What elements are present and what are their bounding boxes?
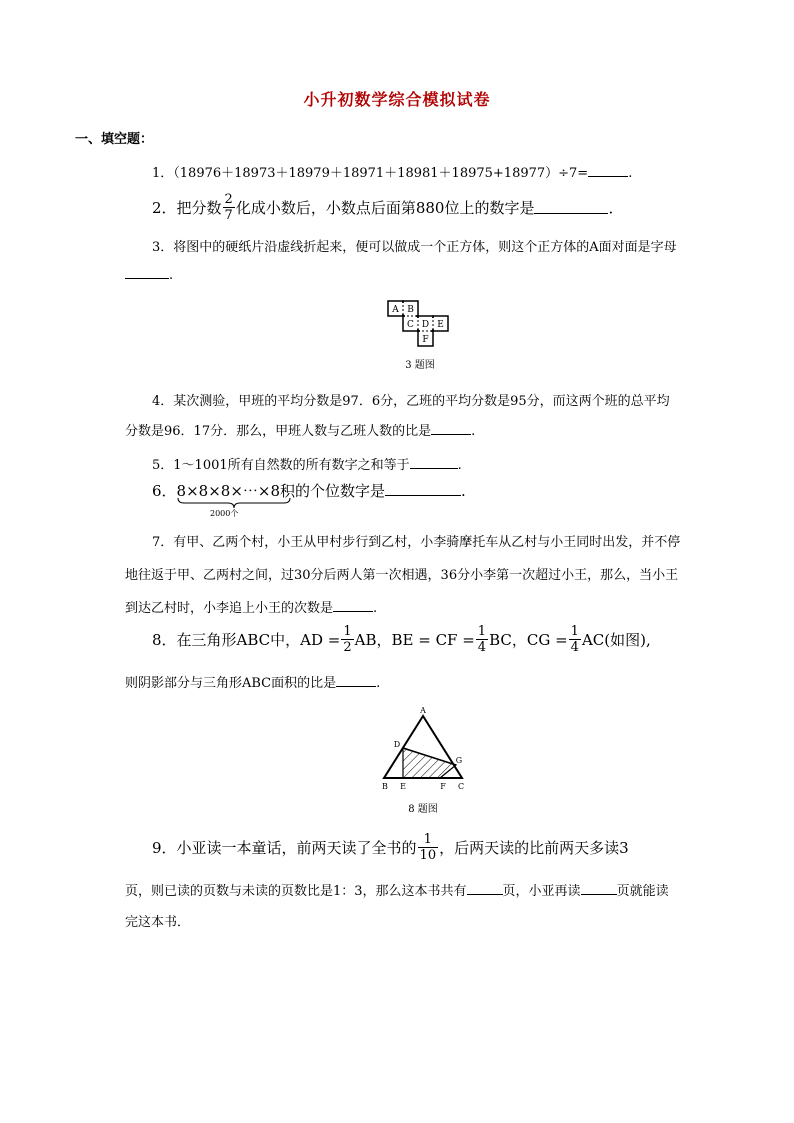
net-label-b: B (407, 305, 414, 315)
q2-numerator: 2 (224, 192, 233, 207)
figure-3-caption: 3 题图 (405, 360, 435, 371)
point-label-c: C (457, 782, 465, 791)
q8-line-2-text: 则阴影部分与三角形ABC面积的比是 (125, 676, 337, 691)
question-4-line-2 (125, 420, 475, 439)
q7-end: . (373, 601, 378, 616)
q4-answer-blank[interactable] (431, 422, 471, 435)
q9-line-2c: 页就能读 (616, 884, 669, 899)
q8-f2-numerator: 1 (477, 624, 487, 639)
triangle-figure (376, 703, 470, 795)
point-label-e: E (400, 782, 406, 791)
question-3-line-2 (125, 266, 173, 283)
question-7-line-1: 7．有甲、乙两个村，小王从甲村步行到乙村，小李骑摩托车从乙村与小王同时出发，并不停 (152, 535, 681, 550)
q8-f3-denominator: 4 (570, 640, 579, 655)
net-label-d: D (421, 320, 430, 330)
question-8-line-1 (152, 624, 651, 655)
page-title: 小升初数学综合模拟试卷 (303, 90, 491, 109)
q8-fraction-3 (569, 624, 581, 655)
q8-end: . (376, 676, 381, 691)
q9-prefix: 9．小亚读一本童话，前两天读了全书的 (152, 839, 417, 857)
point-label-d: D (393, 740, 401, 749)
question-9-line-1 (152, 832, 629, 863)
q9-line-2a: 页，则已读的页数与未读的页数比是1：3，那么这本书共有 (125, 884, 467, 899)
q6-prefix: 6． (152, 482, 177, 500)
question-2 (152, 192, 623, 223)
question-4-line-1: 4．某次测验，甲班的平均分数是97．6分，乙班的平均分数是95分，而这两个班的总平均 (152, 394, 670, 409)
q9-line-2b: 页，小亚再读 (502, 884, 581, 899)
point-label-g: G (455, 756, 463, 765)
section-heading: 一、填空题： (75, 132, 154, 147)
net-label-a: A (392, 305, 399, 315)
q1-answer-blank[interactable] (588, 164, 628, 177)
q2-fraction (223, 192, 235, 223)
q8-f1-numerator: 1 (343, 624, 352, 639)
q8-f3-numerator: 1 (570, 624, 579, 639)
cube-net-figure (385, 298, 455, 350)
q5-answer-blank[interactable] (410, 456, 458, 469)
q6-answer-blank[interactable] (385, 483, 461, 496)
q2-suffix: 化成小数后，小数点后面第880位上的数字是 (235, 199, 535, 217)
q8-mid-2: BC，CG = (489, 631, 568, 649)
q8-fraction-1 (341, 624, 353, 655)
q1-text: 1．（18976＋18973＋18979＋18971＋18981＋18975+18977）÷7= (152, 166, 589, 181)
q1-end: . (628, 166, 633, 181)
q8-f2-denominator: 4 (477, 640, 487, 655)
net-label-e: E (437, 320, 444, 330)
q5-end: . (457, 458, 462, 473)
q6-brace-label: 2000个 (210, 509, 239, 518)
question-3-line-1: 3．将图中的硬纸片沿虚线折起来，便可以做成一个正方体，则这个正方体的A面对面是字母 (152, 240, 677, 255)
point-label-b: B (382, 782, 388, 791)
question-1 (152, 162, 632, 181)
question-9-line-2 (125, 880, 669, 899)
q4-line-2-text: 分数是96．17分．那么，甲班人数与乙班人数的比是 (125, 424, 432, 439)
q9-denominator: 10 (419, 848, 437, 863)
point-label-f: F (440, 782, 446, 791)
question-8-line-2 (125, 672, 380, 691)
net-label-f: F (422, 335, 429, 345)
q8-mid-1: AB，BE = CF = (354, 631, 475, 649)
point-label-a: A (420, 706, 426, 715)
q9-fraction (418, 832, 439, 863)
q5-text: 5．1～1001所有自然数的所有数字之和等于 (152, 458, 410, 473)
q2-end: ． (608, 199, 624, 217)
q9-answer-blank-2[interactable] (581, 882, 617, 895)
q8-f1-denominator: 2 (343, 640, 352, 655)
question-9-line-3: 完这本书． (125, 915, 191, 930)
q9-answer-blank-1[interactable] (467, 882, 503, 895)
q9-numerator: 1 (418, 832, 439, 848)
q8-answer-blank[interactable] (336, 674, 376, 687)
question-7-line-2: 地往返于甲、乙两村之间，过30分后两人第一次相遇，36分小李第一次超过小王，那么，当小王 (125, 568, 679, 583)
q6-end: . (461, 482, 466, 500)
question-7-line-3 (125, 597, 377, 616)
q3-end: . (169, 268, 174, 283)
q2-denominator: 7 (224, 208, 233, 223)
q7-line-3-text: 到达乙村时，小李追上小王的次数是 (125, 601, 334, 616)
q3-answer-blank[interactable] (125, 266, 169, 279)
q8-prefix: 8．在三角形ABC中，AD = (152, 631, 341, 649)
question-5 (152, 454, 462, 473)
q8-fraction-2 (476, 624, 488, 655)
q2-prefix: 2．把分数 (152, 199, 222, 217)
q6-suffix: 积的个位数字是 (280, 482, 386, 500)
q7-answer-blank[interactable] (333, 599, 373, 612)
q6-expression: 8×8×8×⋯×8 (176, 482, 280, 500)
q9-suffix: ，后两天读的比前两天多读3 (439, 839, 629, 857)
figure-8-caption: 8 题图 (408, 804, 438, 815)
q4-end: . (471, 424, 476, 439)
q8-suffix: AC(如图), (581, 631, 651, 649)
q2-answer-blank[interactable] (534, 201, 608, 214)
net-label-c: C (407, 320, 414, 330)
